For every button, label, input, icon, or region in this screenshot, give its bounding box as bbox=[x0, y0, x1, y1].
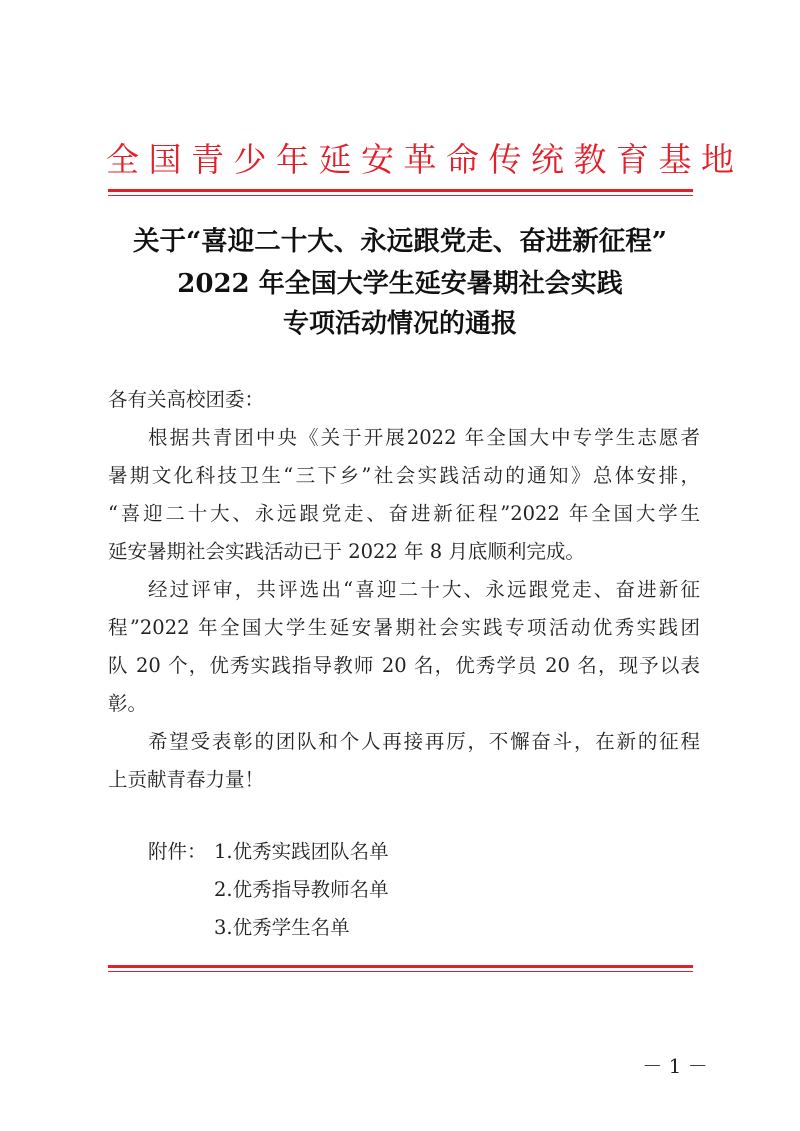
title-line-3: 专项活动情况的通报 bbox=[282, 309, 517, 339]
paragraph-1-line-2: 暑期文化科技卫生“三下乡”社会实践活动的通知》总体安排， bbox=[108, 464, 700, 487]
org-header: 全国青少年延安革命传统教育基地 bbox=[106, 140, 744, 179]
paragraph-3-line-2: 上贡献青春力量！ bbox=[108, 768, 265, 791]
paragraph-1-line-4: 延安暑期社会实践活动已于 2022 年 8 月底顺利完成。 bbox=[108, 540, 585, 563]
paragraph-2-line-3: 队 20 个，优秀实践指导教师 20 名，优秀学员 20 名，现予以表 bbox=[108, 654, 700, 677]
paragraph-2-line-4: 彰。 bbox=[108, 692, 148, 715]
paragraph-1-line-1: 根据共青团中央《关于开展2022 年全国大中专学生志愿者 bbox=[148, 426, 700, 449]
attachments-label: 附件： bbox=[148, 840, 207, 863]
title-line-2: 2022 年全国大学生延安暑期社会实践 bbox=[177, 269, 623, 299]
footer-divider-thick bbox=[108, 965, 693, 968]
header-divider-thin bbox=[108, 195, 693, 196]
paragraph-3-line-1: 希望受表彰的团队和个人再接再厉，不懈奋斗，在新的征程 bbox=[148, 730, 700, 753]
page-number: － 1 － bbox=[642, 1054, 708, 1078]
paragraph-2-line-1: 经过评审，共评选出“喜迎二十大、永远跟党走、奋进新征 bbox=[148, 578, 700, 601]
footer-divider-thin bbox=[108, 971, 693, 972]
paragraph-2-line-2: 程”2022 年全国大学生延安暑期社会实践专项活动优秀实践团 bbox=[108, 616, 700, 639]
attachment-item-1: 1.优秀实践团队名单 bbox=[214, 840, 389, 863]
attachment-item-3: 3.优秀学生名单 bbox=[214, 916, 350, 939]
header-divider-thick bbox=[108, 189, 693, 192]
paragraph-1-line-3: “喜迎二十大、永远跟党走、奋进新征程”2022 年全国大学生 bbox=[108, 502, 700, 525]
title-line-1: 关于“喜迎二十大、永远跟党走、奋进新征程” bbox=[133, 226, 667, 257]
salutation: 各有关高校团委： bbox=[108, 388, 265, 411]
attachment-item-2: 2.优秀指导教师名单 bbox=[214, 878, 389, 901]
